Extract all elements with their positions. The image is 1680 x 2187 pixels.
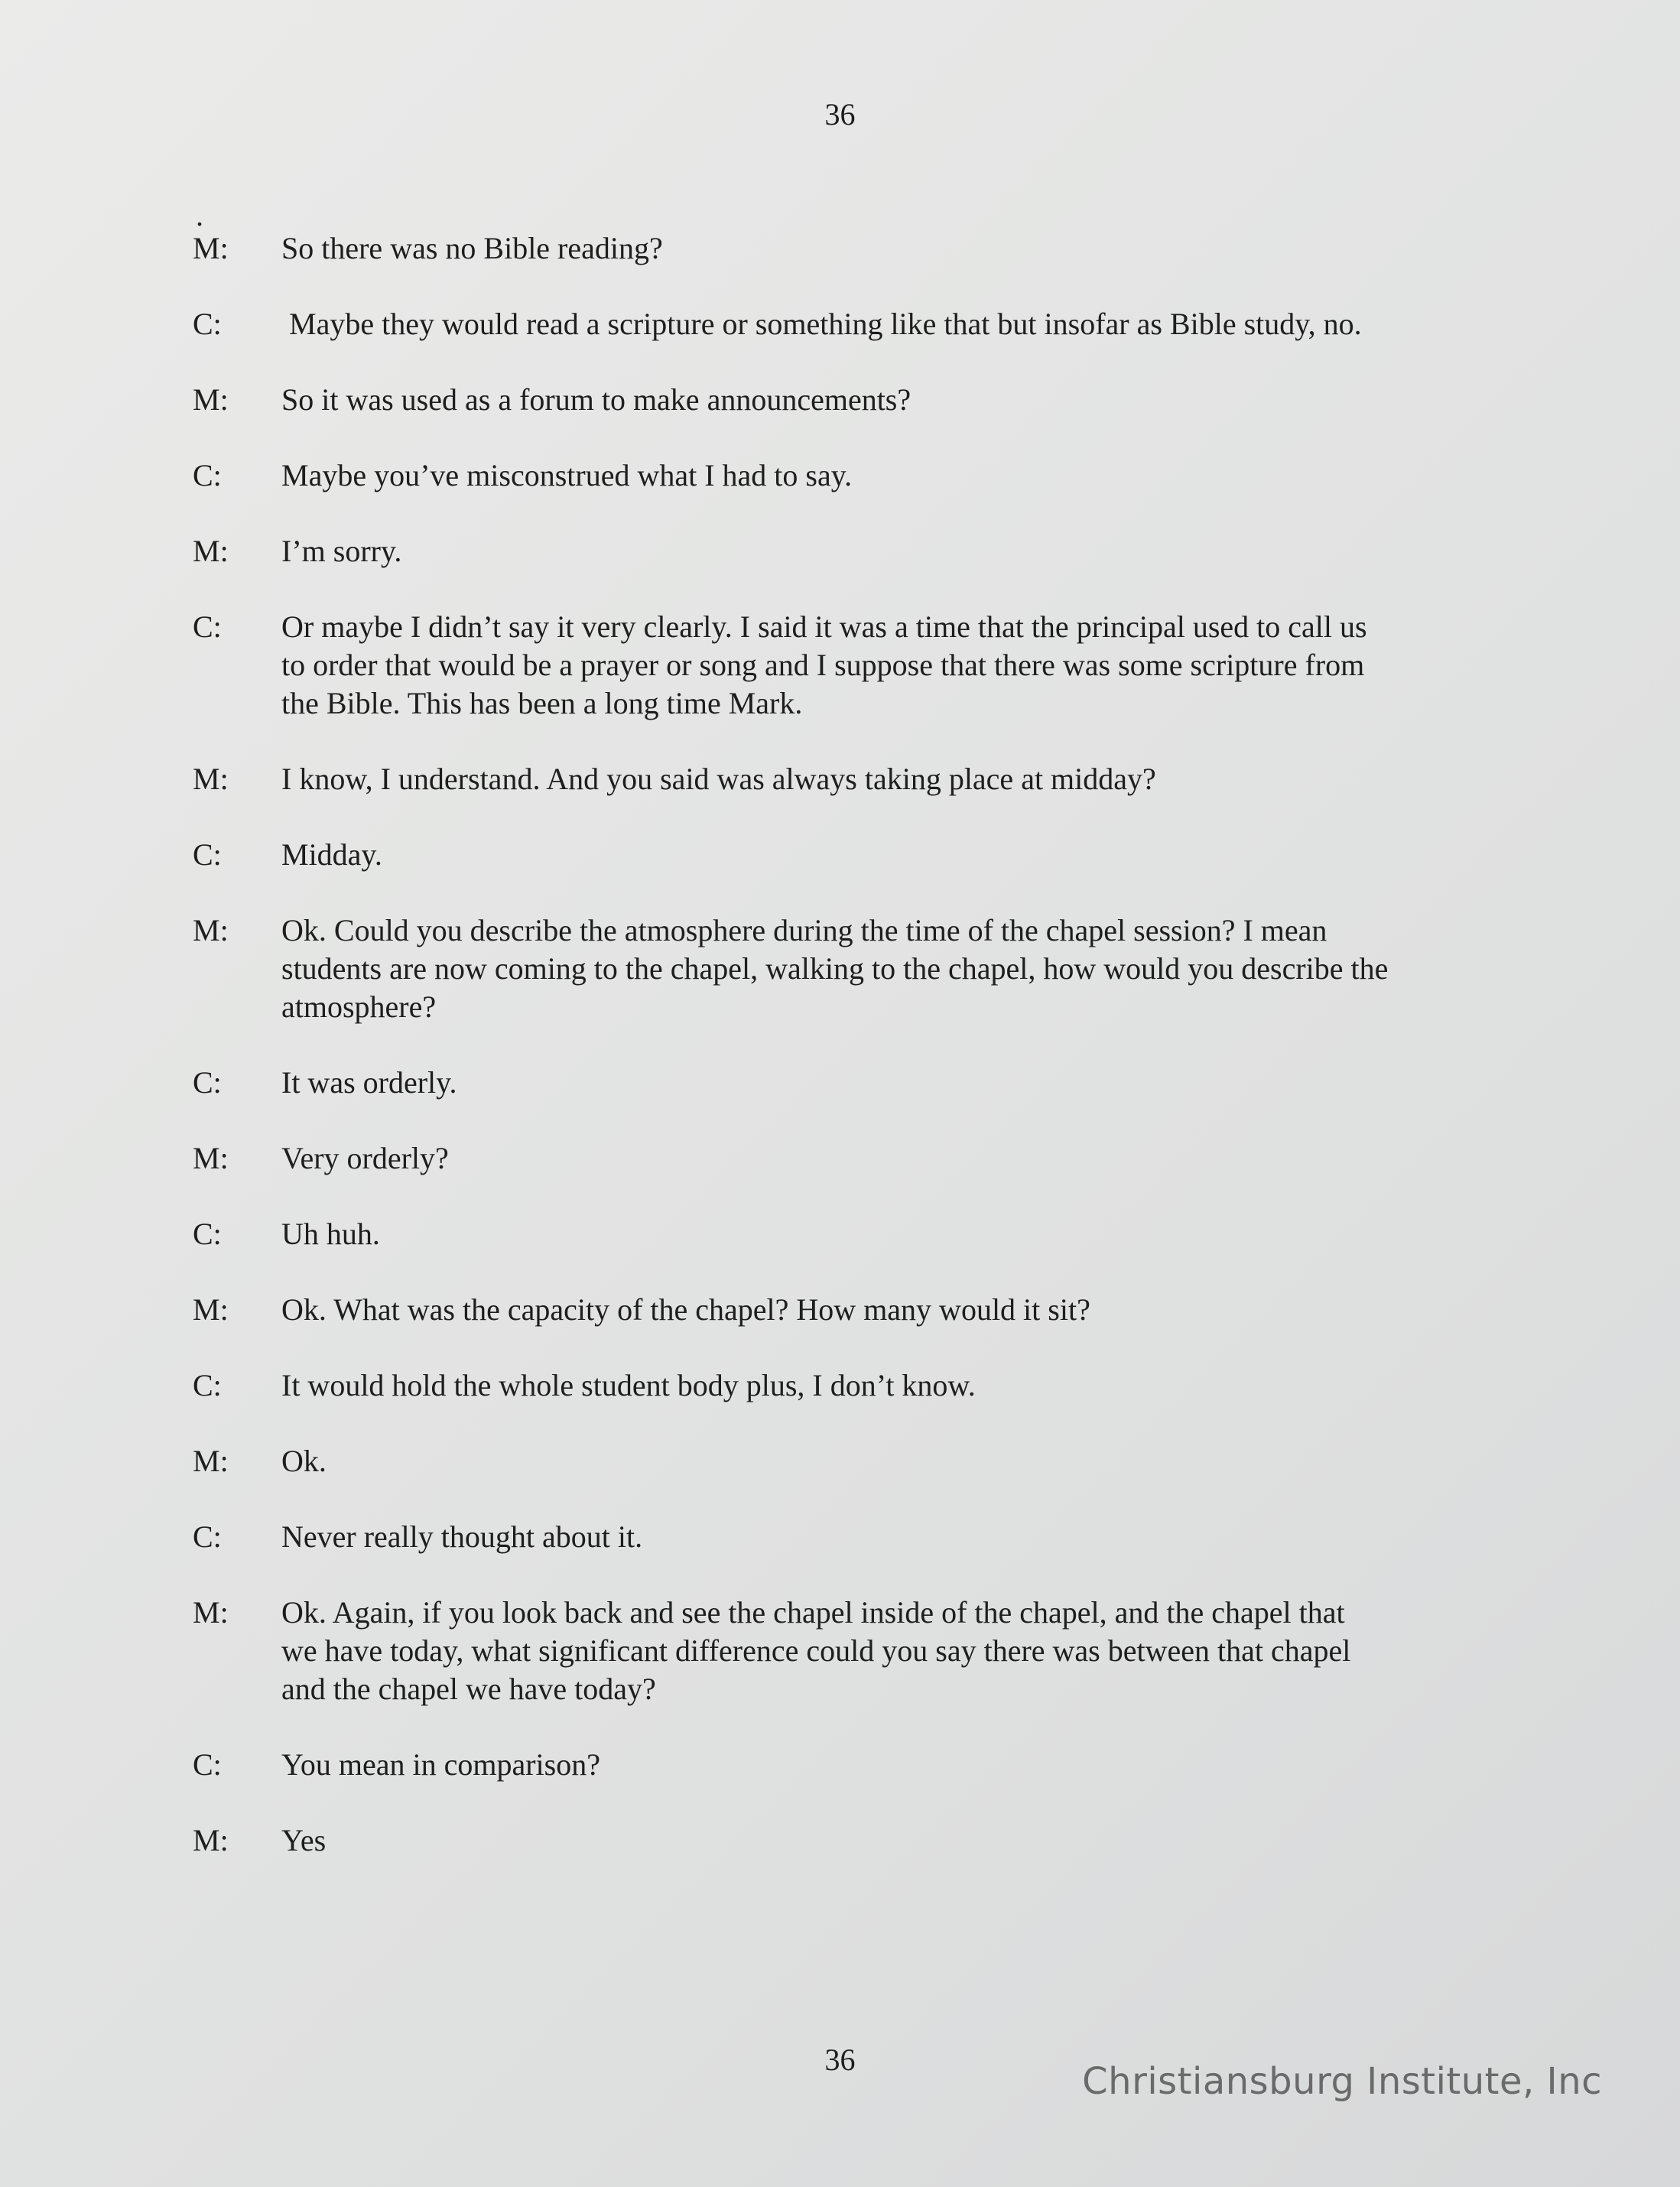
utterance: Midday. (281, 837, 382, 872)
utterance: So there was no Bible reading? (281, 231, 663, 265)
utterance: You mean in comparison? (281, 1747, 600, 1782)
utterance: Maybe you’ve misconstrued what I had to say. (281, 458, 853, 492)
utterance: Uh huh. (281, 1217, 380, 1251)
utterance: So it was used as a forum to make announcements? (281, 382, 911, 417)
speaker-label: C: (193, 1368, 222, 1402)
exchange (193, 532, 1539, 570)
utterance: It would hold the whole student body plus, I don’t know. (281, 1368, 976, 1402)
exchange (193, 912, 1539, 1026)
exchange (193, 1064, 1539, 1102)
speaker-label: C: (193, 837, 222, 872)
speaker-label: M: (193, 1292, 229, 1327)
speaker-label: M: (193, 534, 229, 568)
exchange (193, 608, 1539, 723)
exchange (193, 1594, 1539, 1708)
exchange (193, 1215, 1539, 1253)
exchange (193, 1291, 1539, 1329)
exchange (193, 457, 1539, 495)
utterance: Maybe they would read a scripture or something like that but insofar as Bible study, no. (289, 307, 1362, 341)
exchange (193, 760, 1539, 798)
utterance: Very orderly? (281, 1141, 449, 1175)
utterance: It was orderly. (281, 1065, 457, 1100)
page-number-top: 36 (824, 97, 856, 132)
stray-mark: . (196, 198, 203, 232)
utterance: Or maybe I didn’t say it very clearly. I said it was a time that the principal used to call us to order that would be a prayer or song and I suppose that there was some scripture from the Bible. This has been a long time Mark. (281, 609, 1367, 720)
transcript (193, 229, 1539, 1897)
exchange (193, 229, 1539, 268)
utterance: Ok. Again, if you look back and see the chapel inside of the chapel, and the chapel that we have today, what significant difference could you say there was between that chapel and the chapel we have today? (281, 1595, 1351, 1706)
utterance: I know, I understand. And you said was always taking place at midday? (281, 762, 1156, 796)
speaker-label: C: (193, 1217, 222, 1251)
utterance: I’m sorry. (281, 534, 402, 568)
exchange (193, 305, 1539, 343)
speaker-label: C: (193, 307, 222, 341)
speaker-label: M: (193, 1595, 229, 1630)
exchange (193, 836, 1539, 874)
exchange (193, 381, 1539, 419)
speaker-label: C: (193, 1065, 222, 1100)
page-number-bottom: 36 (824, 2042, 856, 2077)
speaker-label: C: (193, 1747, 222, 1782)
exchange (193, 1518, 1539, 1556)
utterance: Ok. What was the capacity of the chapel? How many would it sit? (281, 1292, 1090, 1327)
speaker-label: M: (193, 913, 229, 947)
speaker-label: M: (193, 762, 229, 796)
speaker-label: M: (193, 1444, 229, 1478)
utterance: Ok. Could you describe the atmosphere during the time of the chapel session? I mean students are now coming to the chapel, walking to the chapel, how would you describe the atmosphere? (281, 913, 1389, 1024)
speaker-label: C: (193, 458, 222, 492)
speaker-label: M: (193, 382, 229, 417)
speaker-label: M: (193, 1823, 229, 1857)
speaker-label: M: (193, 1141, 229, 1175)
exchange (193, 1821, 1539, 1860)
speaker-label: C: (193, 1519, 222, 1554)
watermark: Christiansburg Institute, Inc (1082, 2060, 1602, 2103)
speaker-label: M: (193, 231, 229, 265)
utterance: Ok. (281, 1444, 327, 1478)
speaker-label: C: (193, 609, 222, 644)
exchange (193, 1139, 1539, 1178)
exchange (193, 1366, 1539, 1405)
exchange (193, 1746, 1539, 1784)
utterance: Yes (281, 1823, 327, 1857)
exchange (193, 1442, 1539, 1480)
utterance: Never really thought about it. (281, 1519, 643, 1554)
